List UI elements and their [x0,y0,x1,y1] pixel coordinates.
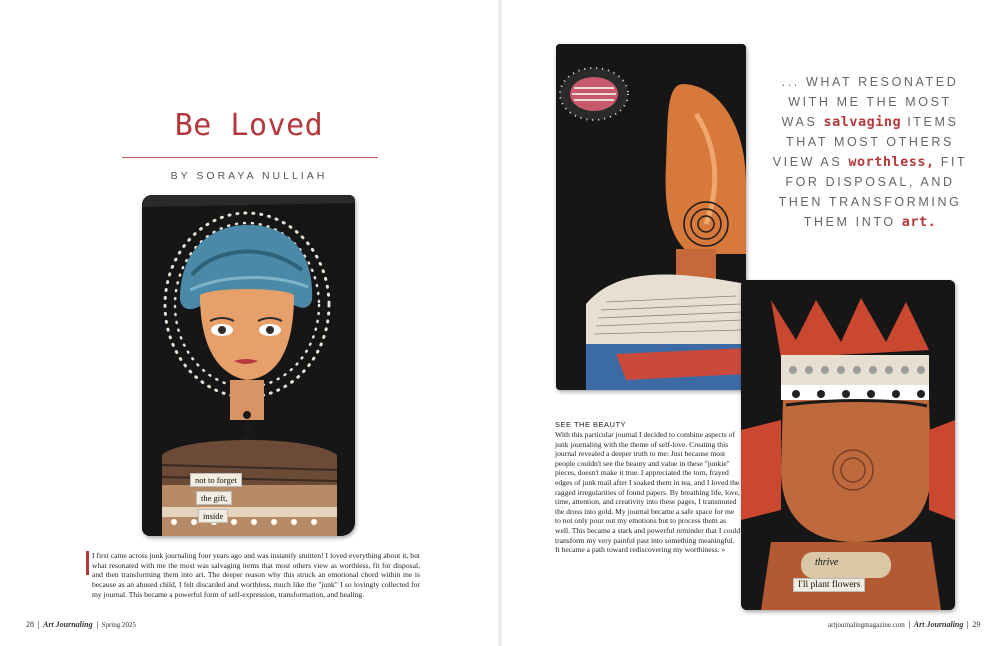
artwork-bald-figure [556,44,746,390]
issue-date: Spring 2025 [101,621,136,629]
intro-paragraph: I first came across junk journaling four years ago and was instantly smitten! I loved everything about it, but what resonated with me the most was salvaging items that most others view as worthless, fit for disposal, and then transforming them into art. The deeper reason why this struck an emotional chord within me is because as an abused child, I felt discarded and worthless, much like the "junk" I so lovingly collected for my journal. This became a powerful form of self-expression, transformation, and healing. [92,551,420,599]
article-byline: BY SORAYA NULLIAH [170,170,328,182]
pull-quote-highlight-art: art. [901,214,937,230]
crowned-figure-illustration [741,280,955,610]
art-tag-not-to-forget: not to forget [190,473,242,487]
section-body: With this particular journal I decided to combine aspects of junk journaling with the theme of self-love. Creating this journal revealed a deeper truth to me: Just because most people couldn't see the beauty and value in these "junkie" pieces, doesn't make it true. I appreciated the torn, frayed edges of junk mail after I soaked them in tea, and I loved the ragged irregularities of found papers. By breathing life, love, time, attention, and creativity into these pages, I transmuted the dross into gold. My journal became a safe space for me to not only pour out my emotions but to process them as well. This became a stark and powerful reminder that I could transform my very painful past into something meaningful. It became a path toward rediscovering my worthiness. » [555,430,741,555]
pull-quote-text-2: ITEMS THAT MOST OTHERS VIEW AS [772,115,959,169]
section-heading: SEE THE BEAUTY [555,420,627,429]
pull-quote-text-3: FIT FOR DISPOSAL, AND THEN TRANSFORMING THEM INTO [778,155,968,229]
page-number-left: 28 [26,620,34,629]
portrait-blue-hair-illustration [142,195,355,536]
magazine-logo-left: Art Journaling [43,620,93,629]
art-tag-the-gift: the gift, [196,491,232,505]
bald-figure-illustration [556,44,746,390]
magazine-logo-right: Art Journaling [913,620,964,629]
article-title: Be Loved [174,108,324,143]
art-tag-plant-flowers: I'll plant flowers [793,578,865,592]
footer-left [26,620,136,629]
page-number-right: 29 [972,620,981,629]
dropcap-accent [86,551,89,575]
page-gutter [498,0,502,646]
footer-right [828,620,980,629]
pull-quote [770,72,970,232]
magazine-url: artjournalingmagazine.com [828,621,905,629]
pull-quote-text-1: ... WHAT RESONATED WITH ME THE MOST WAS [781,75,959,129]
art-tag-thrive: thrive [815,557,839,568]
artwork-portrait-blue-hair [142,195,355,536]
title-rule [122,157,378,158]
artwork-crowned-figure [741,280,955,610]
art-tag-inside: inside [198,509,228,523]
pull-quote-highlight-salvaging: salvaging [823,114,902,130]
pull-quote-highlight-worthless: worthless, [848,154,935,170]
